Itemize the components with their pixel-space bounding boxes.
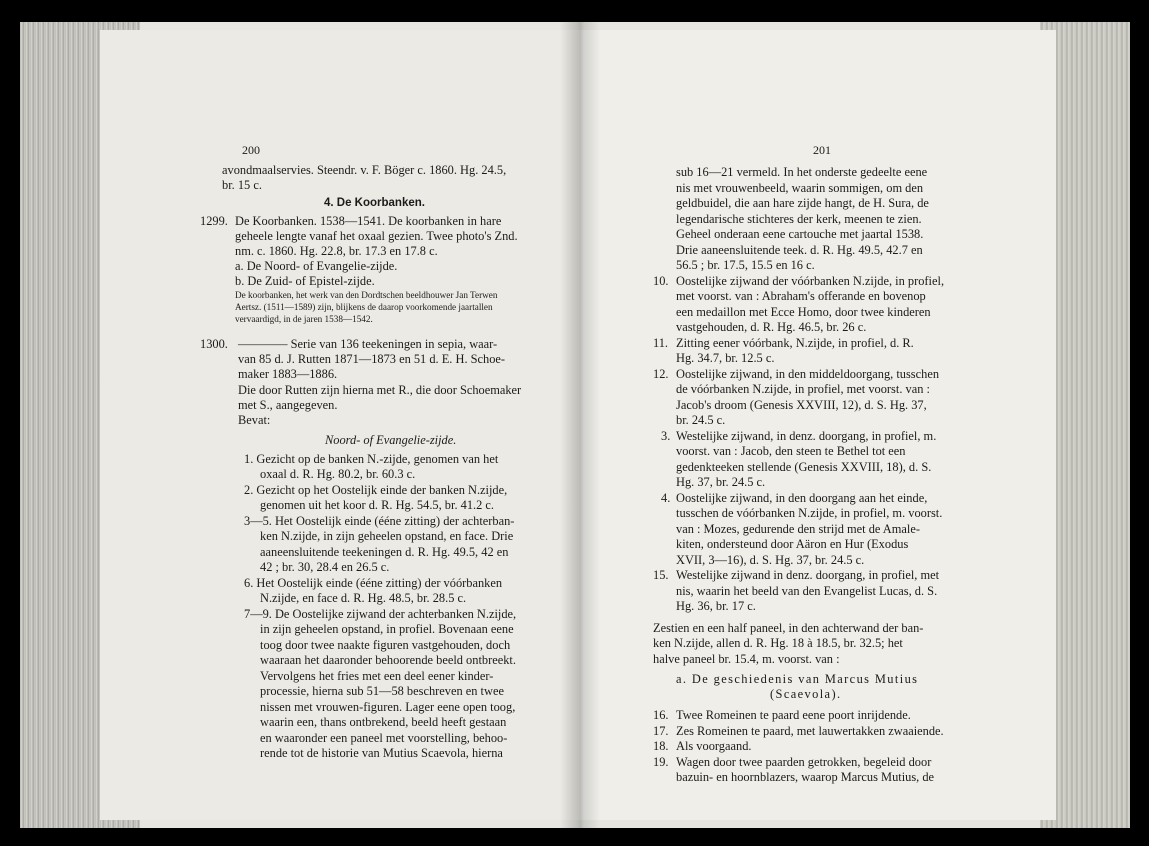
subsection-heading: (Scaevola). [770, 687, 842, 701]
text-line: en waaronder een paneel met voorstelling, behoo- [260, 731, 508, 745]
entry-number: 10. [653, 274, 669, 288]
text-line: XVII, 3—16), d. S. Hg. 37, br. 24.5 c. [676, 553, 865, 567]
entry-number: 1300. [200, 337, 228, 351]
text-line: De Koorbanken. 1538—1541. De koorbanken in hare [235, 214, 502, 228]
book-gutter [560, 22, 600, 828]
text-line: oxaal d. R. Hg. 80.2, br. 60.3 c. [260, 467, 416, 481]
text-line: van 85 d. J. Rutten 1871—1873 en 51 d. E. H. Schoe- [238, 352, 506, 366]
text-line: legendarische stichteres der kerk, meenen te zien. [676, 212, 922, 226]
text-line: in zijn geheelen opstand, in profiel. Bovenaan eene [260, 622, 514, 636]
text-line: 42 ; br. 30, 28.4 en 26.5 c. [260, 560, 390, 574]
text-line: nissen met vrouwen-figuren. Lager eene open toog, [260, 700, 516, 714]
text-line: 3—5. Het Oostelijk einde (ééne zitting) der achterban- [244, 514, 515, 528]
entry-number: 1299. [200, 214, 228, 228]
text-line: geldbuidel, die aan hare zijde hangt, de H. Sura, de [676, 196, 929, 210]
text-line: Oostelijke zijwand, in den doorgang aan het einde, [676, 491, 928, 505]
text-line: Oostelijke zijwand, in den middeldoorgang, tusschen [676, 367, 940, 381]
text-line: 7—9. De Oostelijke zijwand der achterbanken N.zijde, [244, 607, 517, 621]
text-line: Hg. 37, br. 24.5 c. [676, 475, 766, 489]
text-line: Die door Rutten zijn hierna met R., die door Schoemaker [238, 383, 522, 397]
text-line: voorst. van : Jacob, den steen te Bethel tot een [676, 444, 906, 458]
entry-number: 12. [653, 367, 669, 381]
text-line: bazuin- en hoornblazers, waarop Marcus Mutius, de [676, 770, 935, 784]
text-line: br. 15 c. [222, 178, 262, 192]
text-line: geheele lengte vanaf het oxaal gezien. Twee photo's Znd. [235, 229, 518, 243]
text-line: 56.5 ; br. 17.5, 15.5 en 16 c. [676, 258, 815, 272]
text-line: ken N.zijde, in zijn geheelen opstand, en face. Drie [260, 529, 514, 543]
entry-number: 18. [653, 739, 669, 753]
text-line: nis, waarin het beeld van den Evangelist Lucas, d. S. [676, 584, 938, 598]
text-line: aaneensluitende teekeningen d. R. Hg. 49.5, 42 en [260, 545, 509, 559]
subsection-heading: Noord- of Evangelie-zijde. [325, 433, 457, 447]
text-line: sub 16—21 vermeld. In het onderste gedeelte eene [676, 165, 928, 179]
text-line: met voorst. van : Abraham's offerande en bovenop [676, 289, 926, 303]
text-line: Drie aaneensluitende teek. d. R. Hg. 49.5, 42.7 en [676, 243, 923, 257]
entry-number: 11. [653, 336, 669, 350]
text-line: ———— Serie van 136 teekeningen in sepia, waar- [238, 337, 498, 351]
text-line: 1. Gezicht op de banken N.-zijde, genomen van het [244, 452, 499, 466]
text-line: Westelijke zijwand, in denz. doorgang, in profiel, m. [676, 429, 937, 443]
text-line: avondmaalservies. Steendr. v. F. Böger c. 1860. Hg. 24.5, [222, 163, 507, 177]
subsection-heading: a. De geschiedenis van Marcus Mutius [676, 672, 919, 686]
text-line: waarin een, thans ontbrekend, beeld heeft gestaan [260, 715, 507, 729]
text-line: van : Mozes, gedurende den strijd met de Amale- [676, 522, 920, 536]
text-line: met S., aangegeven. [238, 398, 338, 412]
text-line: br. 24.5 c. [676, 413, 726, 427]
text-line: ken N.zijde, allen d. R. Hg. 18 à 18.5, br. 32.5; het [653, 636, 903, 650]
text-line: maker 1883—1886. [238, 367, 338, 381]
text-line: Hg. 34.7, br. 12.5 c. [676, 351, 775, 365]
text-line: Zes Romeinen te paard, met lauwertakken zwaaiende. [676, 724, 944, 738]
text-line: rende tot de historie van Mutius Scaevola, hierna [260, 746, 503, 760]
text-line: Zestien en een half paneel, in den achterwand der ban- [653, 621, 924, 635]
section-heading: 4. De Koorbanken. [324, 197, 425, 209]
text-line: 2. Gezicht op het Oostelijk einde der banken N.zijde, [244, 483, 508, 497]
text-line: Westelijke zijwand in denz. doorgang, in profiel, met [676, 568, 940, 582]
text-line: Twee Romeinen te paard eene poort inrijdende. [676, 708, 911, 722]
entry-number: 17. [653, 724, 669, 738]
page-number: 201 [813, 143, 831, 157]
footnote-line: De koorbanken, het werk van den Dordtschen beeldhouwer Jan Terwen [235, 290, 498, 300]
text-line: een medaillon met Ecce Homo, door twee kinderen [676, 305, 931, 319]
text-line: Oostelijke zijwand der vóórbanken N.zijde, in profiel, [676, 274, 945, 288]
text-line: de vóórbanken N.zijde, in profiel, met voorst. van : [676, 382, 930, 396]
text-line: a. De Noord- of Evangelie-zijde. [235, 259, 398, 273]
entry-number: 16. [653, 708, 669, 722]
footnote-line: vervaardigd, in de jaren 1538—1542. [235, 314, 373, 324]
text-line: genomen uit het koor d. R. Hg. 54.5, br. 41.2 c. [260, 498, 495, 512]
text-line: tusschen de vóórbanken N.zijde, in profiel, m. voorst. [676, 506, 943, 520]
text-line: vastgehouden, d. R. Hg. 46.5, br. 26 c. [676, 320, 867, 334]
text-line: Jacob's droom (Genesis XXVIII, 12), d. S. Hg. 37, [676, 398, 927, 412]
text-line: nis met vrouwenbeeld, waarin sommigen, om den [676, 181, 924, 195]
text-line: Bevat: [238, 413, 271, 427]
text-line: Vervolgens het fries met een deel eener kinder- [260, 669, 494, 683]
text-line: toog door twee naakte figuren vastgehouden, doch [260, 638, 511, 652]
text-line: N.zijde, en face d. R. Hg. 48.5, br. 28.5 c. [260, 591, 467, 605]
text-line: Hg. 36, br. 17 c. [676, 599, 756, 613]
text-line: Geheel onderaan eene cartouche met jaartal 1538. [676, 227, 924, 241]
text-line: Zitting eener vóórbank, N.zijde, in profiel, d. R. [676, 336, 914, 350]
footnote-line: Aertsz. (1511—1589) zijn, blijkens de daarop voorkomende jaartallen [235, 302, 493, 312]
text-line: b. De Zuid- of Epistel-zijde. [235, 274, 375, 288]
entry-number: 3. [661, 429, 671, 443]
text-line: Als voorgaand. [676, 739, 752, 753]
text-line: waaraan het daaronder behoorende beeld ontbreekt. [260, 653, 516, 667]
text-line: Wagen door twee paarden getrokken, begeleid door [676, 755, 932, 769]
entry-number: 4. [661, 491, 671, 505]
page-number: 200 [242, 143, 260, 157]
text-line: kiten, ondersteund door Aäron en Hur (Exodus [676, 537, 909, 551]
text-line: 6. Het Oostelijk einde (ééne zitting) der vóórbanken [244, 576, 503, 590]
entry-number: 15. [653, 568, 669, 582]
text-line: processie, hierna sub 51—58 beschreven en twee [260, 684, 504, 698]
text-line: gedenkteeken stellende (Genesis XXVIII, 18), d. S. [676, 460, 932, 474]
text-line: nm. c. 1860. Hg. 22.8, br. 17.3 en 17.8 c. [235, 244, 438, 258]
entry-number: 19. [653, 755, 669, 769]
text-line: halve paneel br. 15.4, m. voorst. van : [653, 652, 840, 666]
